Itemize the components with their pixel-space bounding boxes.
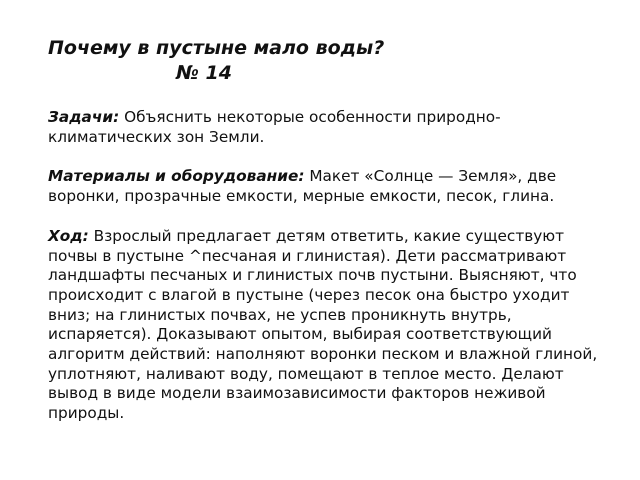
materials-label: Материалы и оборудование: bbox=[48, 167, 305, 186]
materials-text: Макет «Солнце — Земля», две воронки, прозрачные емкости, мерные емкости, песок, глина. bbox=[48, 167, 557, 206]
tasks-text: Объяснить некоторые особенности природно-климатических зон Земли. bbox=[48, 108, 501, 146]
page-title bbox=[48, 36, 608, 86]
title-question: Почему в пустыне мало воды? bbox=[48, 37, 385, 59]
materials-paragraph bbox=[48, 167, 608, 206]
course-label: Ход: bbox=[48, 226, 89, 245]
course-text: Взрослый предлагает детям ответить, какие существуют почвы в пустыне ^песчаная и глинистая). Дети рассматривают ландшафты песчаных и глинистых почв пустыни. Выясняют, что происходит с влагой в пустыне (через песок она быстро уходит вниз; на глинистых почвах, не успев проникнуть внутрь, испаряется). Доказывают опытом, выбирая соответствующий алгоритм действий: наполняют воронки песком и влажной глиной, уплотняют, наливают воду, помещают в теплое место. Делают вывод в виде модели взаимозависимости факторов неживой природы. bbox=[48, 226, 598, 423]
tasks-label: Задачи: bbox=[48, 108, 120, 126]
tasks-paragraph bbox=[48, 108, 608, 147]
experiment-number: № 14 bbox=[176, 62, 232, 84]
course-paragraph bbox=[48, 227, 608, 424]
slide-content bbox=[48, 36, 608, 424]
